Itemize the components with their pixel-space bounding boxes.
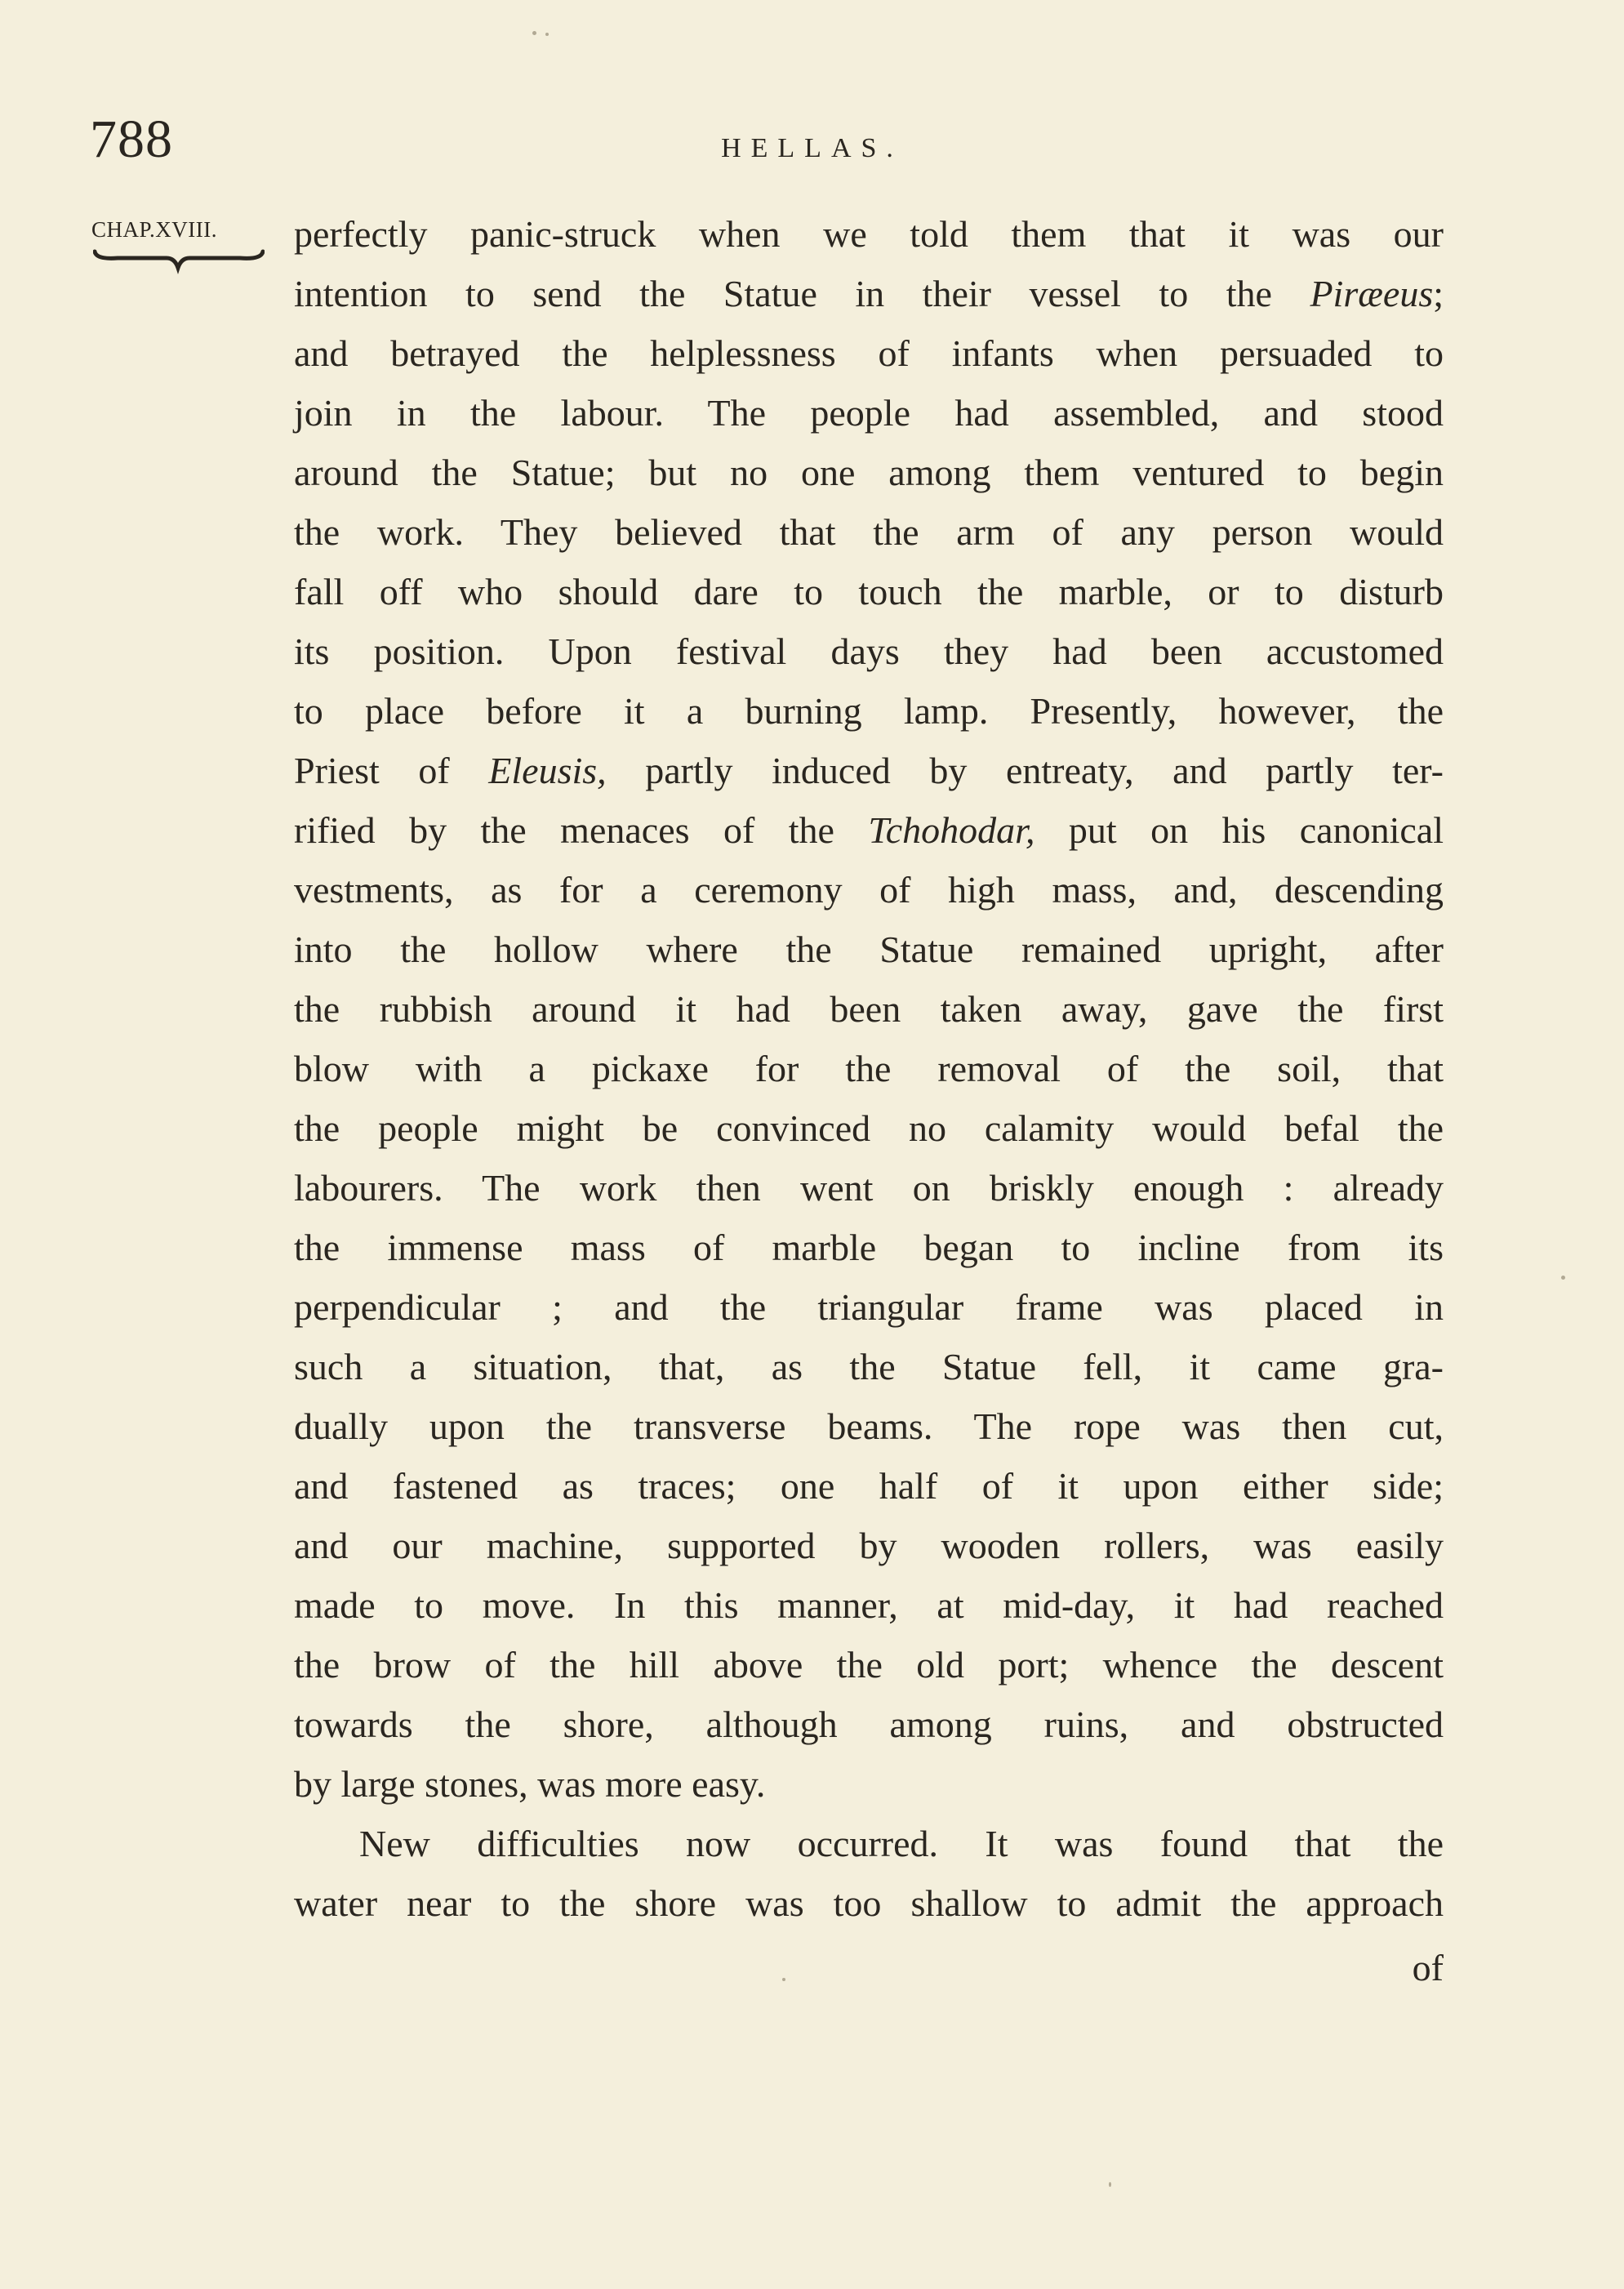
text-segment: rified by the menaces of the [294, 809, 869, 851]
text-segment: ; [1433, 273, 1444, 314]
text-segment: Priest of [294, 750, 489, 791]
chapter-brace-ornament [93, 245, 265, 278]
text-segment: the people might be convinced no calamity would befal the [294, 1107, 1444, 1149]
italic-text: Eleusis, [488, 750, 607, 791]
text-segment: labourers. The work then went on briskly enough : already [294, 1167, 1444, 1209]
text-segment: and our machine, supported by wooden rollers, was easily [294, 1525, 1444, 1566]
text-line [294, 1635, 1444, 1694]
text-line [294, 741, 1444, 800]
text-line [294, 1098, 1444, 1158]
text-line [294, 1396, 1444, 1456]
text-segment: perfectly panic-struck when we told them that it was our [294, 213, 1444, 255]
text-segment: and fastened as traces; one half of it upon either side; [294, 1465, 1444, 1507]
text-segment: dually upon the transverse beams. The rope was then cut, [294, 1405, 1444, 1447]
text-line [294, 1814, 1444, 1873]
text-segment: blow with a pickaxe for the removal of the soil, that [294, 1048, 1444, 1089]
text-segment: put on his canonical [1034, 809, 1444, 851]
text-line [294, 1277, 1444, 1337]
italic-text: Piræeus [1310, 273, 1434, 314]
text-line [294, 681, 1444, 741]
text-segment: water near to the shore was too shallow to admit the approach [294, 1882, 1444, 1924]
text-line [294, 323, 1444, 383]
running-head: HELLAS. [721, 133, 903, 163]
text-line [294, 204, 1444, 264]
text-line [294, 979, 1444, 1039]
text-segment: fall off who should dare to touch the marble, or to disturb [294, 571, 1444, 612]
text-segment: the brow of the hill above the old port; whence the descent [294, 1644, 1444, 1686]
text-line [294, 1039, 1444, 1098]
text-segment: vestments, as for a ceremony of high mass, and, descending [294, 869, 1444, 911]
body-text [294, 204, 1444, 1997]
text-line [294, 1516, 1444, 1575]
text-line [294, 502, 1444, 562]
catchword: of [1412, 1947, 1444, 1988]
text-segment: into the hollow where the Statue remained upright, after [294, 929, 1444, 970]
text-line [294, 1456, 1444, 1516]
text-line [294, 443, 1444, 502]
text-segment: join in the labour. The people had assembled, and stood [294, 392, 1444, 434]
page-number: 788 [90, 109, 173, 169]
text-line [294, 1158, 1444, 1218]
text-segment: intention to send the Statue in their vessel to the [294, 273, 1310, 314]
text-segment: its position. Upon festival days they had been accustomed [294, 630, 1444, 672]
text-line [294, 1873, 1444, 1933]
text-line [294, 1337, 1444, 1396]
text-segment: around the Statue; but no one among them ventured to begin [294, 452, 1444, 493]
text-line [294, 860, 1444, 920]
text-segment: perpendicular ; and the triangular frame was placed in [294, 1286, 1444, 1328]
italic-text: Tchohodar, [868, 809, 1035, 851]
text-line [294, 1694, 1444, 1754]
paper-speck [1109, 2182, 1111, 2187]
text-segment: by large stones, was more easy. [294, 1763, 766, 1805]
text-line [294, 920, 1444, 979]
text-segment: such a situation, that, as the Statue fell, it came gra- [294, 1346, 1444, 1387]
text-segment: and betrayed the helplessness of infants when persuaded to [294, 332, 1444, 374]
text-segment: the rubbish around it had been taken away, gave the first [294, 988, 1444, 1030]
text-segment: New difficulties now occurred. It was found that the [359, 1823, 1444, 1864]
paper-speck [545, 33, 549, 36]
text-line [294, 800, 1444, 860]
text-segment: made to move. In this manner, at mid-day, it had reached [294, 1584, 1444, 1626]
text-segment: the work. They believed that the arm of any person would [294, 511, 1444, 553]
text-line [294, 383, 1444, 443]
chapter-marginal-note: CHAP.XVIII. [91, 217, 217, 242]
text-segment: towards the shore, although among ruins, and obstructed [294, 1703, 1444, 1745]
text-line [294, 621, 1444, 681]
text-segment: partly induced by entreaty, and partly ter- [606, 750, 1444, 791]
paper-speck [532, 31, 536, 35]
text-line [294, 562, 1444, 621]
paper-speck [1561, 1276, 1565, 1280]
text-line [294, 1754, 1444, 1814]
text-line [294, 1575, 1444, 1635]
paper-speck [782, 1978, 785, 1981]
text-segment: to place before it a burning lamp. Presently, however, the [294, 690, 1444, 732]
text-line [294, 1218, 1444, 1277]
text-segment: the immense mass of marble began to incline from its [294, 1227, 1444, 1268]
text-line [294, 264, 1444, 323]
